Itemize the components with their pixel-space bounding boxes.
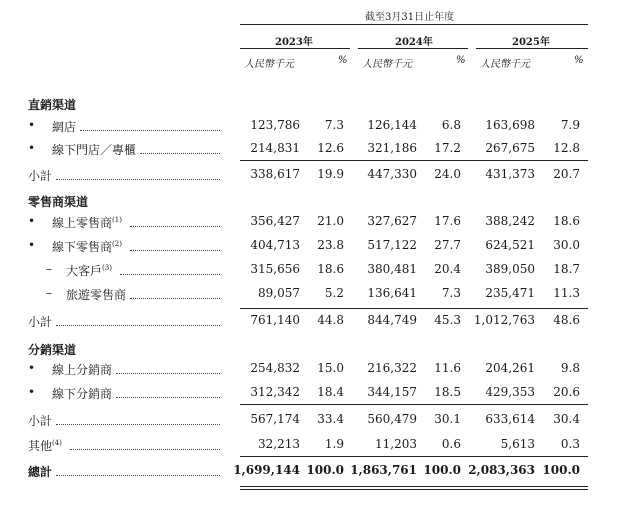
amount-cell: 404,713 <box>250 238 300 252</box>
row-label: 線下零售商$^{(2)}$ <box>52 240 122 254</box>
amount-cell: 447,330 <box>367 167 417 181</box>
row-label: 大客戶$^{(3)}$ <box>66 264 112 278</box>
dot-leader <box>56 179 220 180</box>
percent-cell: 1.9 <box>324 437 344 451</box>
percent-cell: 24.0 <box>434 167 461 181</box>
amount-cell: 633,614 <box>485 412 535 426</box>
amount-cell: 136,641 <box>367 286 417 300</box>
percent-cell: 15.0 <box>317 361 344 375</box>
percent-cell: 45.3 <box>434 313 461 327</box>
percent-cell: 23.8 <box>317 238 344 252</box>
row-bullet: • <box>28 238 36 252</box>
amount-cell: 123,786 <box>250 118 300 132</box>
amount-cell: 388,242 <box>485 214 535 228</box>
dot-leader <box>56 424 220 425</box>
dot-leader <box>56 325 220 326</box>
dot-leader <box>80 130 220 131</box>
total-double-rule-1 <box>240 486 588 487</box>
percent-cell: 7.9 <box>560 118 580 132</box>
percent-cell: 20.4 <box>434 262 461 276</box>
percent-cell: 0.6 <box>441 437 461 451</box>
row-label: 小計 <box>28 414 53 428</box>
row-label: 線下門店／專櫃 <box>52 143 137 157</box>
amount-cell: 5,613 <box>500 437 535 451</box>
row-bullet: • <box>28 118 36 132</box>
amount-cell: 431,373 <box>485 167 535 181</box>
amount-cell: 32,213 <box>258 437 300 451</box>
dot-leader <box>70 449 220 450</box>
percent-cell: 5.2 <box>324 286 344 300</box>
dot-leader <box>130 298 220 299</box>
percent-cell: 17.2 <box>434 141 461 155</box>
percent-cell: 7.3 <box>324 118 344 132</box>
row-bullet: – <box>46 286 52 300</box>
percent-cell: 44.8 <box>317 313 344 327</box>
percent-cell: 18.5 <box>434 385 461 399</box>
row-label: 線上零售商$^{(1)}$ <box>52 216 122 230</box>
amount-cell: 267,675 <box>485 141 535 155</box>
amount-cell: 338,617 <box>250 167 300 181</box>
unit-pct-2023: % <box>338 55 348 66</box>
percent-cell: 18.7 <box>553 262 580 276</box>
year-2025: 2025年 <box>512 37 550 48</box>
percent-cell: 7.3 <box>441 286 461 300</box>
percent-cell: 27.7 <box>434 238 461 252</box>
amount-cell: 517,122 <box>367 238 417 252</box>
percent-cell: 20.7 <box>553 167 580 181</box>
percent-cell: 9.8 <box>560 361 580 375</box>
row-label: 其他$^{(4)}$ <box>28 439 62 453</box>
percent-cell: 30.0 <box>553 238 580 252</box>
subtotal-rule-distributor <box>240 404 588 405</box>
amount-cell: 1,863,761 <box>350 463 417 477</box>
amount-cell: 389,050 <box>485 262 535 276</box>
amount-cell: 11,203 <box>375 437 417 451</box>
percent-cell: 100.0 <box>306 463 344 477</box>
dot-leader <box>130 226 220 227</box>
year-2024: 2024年 <box>395 37 433 48</box>
row-label: 線上分銷商 <box>52 363 113 377</box>
amount-cell: 89,057 <box>258 286 300 300</box>
total-rule-top <box>240 456 588 457</box>
unit-amount-2024: 人民幣千元 <box>362 59 412 70</box>
footnote-marker: (2) <box>112 240 122 248</box>
total-double-rule-2 <box>240 489 588 490</box>
unit-pct-2024: % <box>456 55 466 66</box>
year-rule-2023 <box>240 48 350 49</box>
percent-cell: 33.4 <box>317 412 344 426</box>
amount-cell: 429,353 <box>485 385 535 399</box>
percent-cell: 11.3 <box>553 286 580 300</box>
dot-leader <box>120 274 220 275</box>
amount-cell: 315,656 <box>250 262 300 276</box>
percent-cell: 30.1 <box>434 412 461 426</box>
percent-cell: 20.6 <box>553 385 580 399</box>
amount-cell: 567,174 <box>250 412 300 426</box>
amount-cell: 254,832 <box>250 361 300 375</box>
footnote-marker: (4) <box>52 439 62 447</box>
dot-leader <box>130 250 220 251</box>
percent-cell: 12.8 <box>553 141 580 155</box>
dot-leader <box>56 475 220 476</box>
percent-cell: 18.4 <box>317 385 344 399</box>
percent-cell: 11.6 <box>434 361 461 375</box>
unit-pct-2025: % <box>574 55 584 66</box>
row-label: 網店 <box>52 120 77 134</box>
row-bullet: • <box>28 214 36 228</box>
dot-leader <box>116 373 220 374</box>
row-bullet: • <box>28 361 36 375</box>
footnote-marker: (1) <box>112 216 122 224</box>
percent-cell: 6.8 <box>441 118 461 132</box>
percent-cell: 30.4 <box>553 412 580 426</box>
percent-cell: 21.0 <box>317 214 344 228</box>
amount-cell: 560,479 <box>367 412 417 426</box>
subtotal-rule-direct <box>240 160 588 161</box>
amount-cell: 1,699,144 <box>233 463 300 477</box>
section-direct-title: 直銷渠道 <box>28 98 77 112</box>
percent-cell: 100.0 <box>542 463 580 477</box>
period-header: 截至3月31日止年度 <box>365 12 455 23</box>
amount-cell: 624,521 <box>485 238 535 252</box>
section-distributor-title: 分銷渠道 <box>28 343 77 357</box>
percent-cell: 18.6 <box>553 214 580 228</box>
amount-cell: 380,481 <box>367 262 417 276</box>
section-retail-title: 零售商渠道 <box>28 195 89 209</box>
percent-cell: 18.6 <box>317 262 344 276</box>
amount-cell: 126,144 <box>367 118 417 132</box>
amount-cell: 312,342 <box>250 385 300 399</box>
amount-cell: 356,427 <box>250 214 300 228</box>
percent-cell: 19.9 <box>317 167 344 181</box>
unit-amount-2025: 人民幣千元 <box>480 59 530 70</box>
amount-cell: 344,157 <box>367 385 417 399</box>
row-label: 旅遊零售商 <box>66 288 127 302</box>
amount-cell: 321,186 <box>367 141 417 155</box>
row-bullet: • <box>28 385 36 399</box>
percent-cell: 12.6 <box>317 141 344 155</box>
percent-cell: 0.3 <box>560 437 580 451</box>
year-rule-2025 <box>476 48 588 49</box>
dot-leader <box>140 153 220 154</box>
amount-cell: 1,012,763 <box>473 313 535 327</box>
year-rule-2024 <box>358 48 468 49</box>
percent-cell: 48.6 <box>553 313 580 327</box>
amount-cell: 163,698 <box>485 118 535 132</box>
amount-cell: 844,749 <box>367 313 417 327</box>
row-label: 小計 <box>28 315 53 329</box>
subtotal-rule-retail <box>240 308 588 309</box>
row-label: 總計 <box>28 465 53 479</box>
row-label: 線下分銷商 <box>52 387 113 401</box>
unit-amount-2023: 人民幣千元 <box>244 59 294 70</box>
amount-cell: 2,083,363 <box>468 463 535 477</box>
percent-cell: 100.0 <box>423 463 461 477</box>
amount-cell: 235,471 <box>485 286 535 300</box>
percent-cell: 17.6 <box>434 214 461 228</box>
period-rule <box>240 24 588 25</box>
amount-cell: 761,140 <box>250 313 300 327</box>
row-bullet: • <box>28 141 36 155</box>
year-2023: 2023年 <box>275 37 313 48</box>
amount-cell: 327,627 <box>367 214 417 228</box>
amount-cell: 214,831 <box>250 141 300 155</box>
amount-cell: 204,261 <box>485 361 535 375</box>
row-bullet: – <box>46 262 52 276</box>
row-label: 小計 <box>28 169 53 183</box>
dot-leader <box>116 397 220 398</box>
amount-cell: 216,322 <box>367 361 417 375</box>
footnote-marker: (3) <box>102 264 112 272</box>
